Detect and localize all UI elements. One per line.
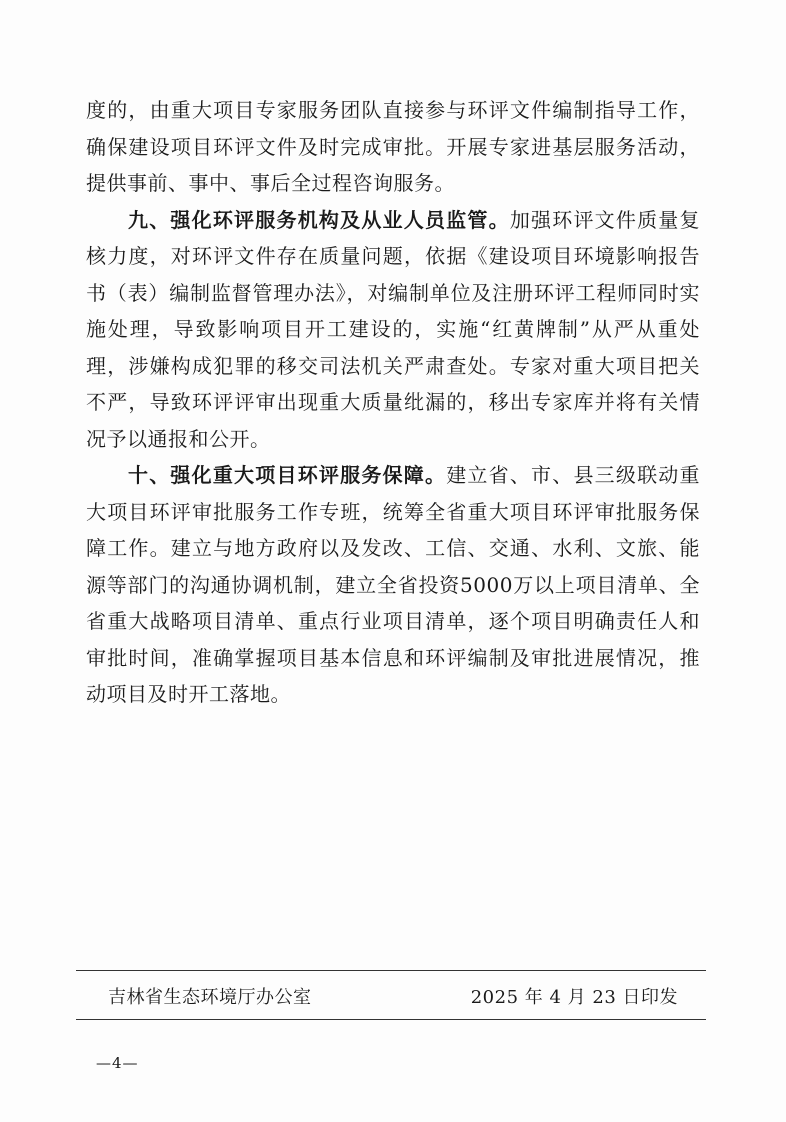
page-number: —4— <box>96 1054 139 1072</box>
footer-issuer: 吉林省生态环境厅办公室 <box>108 987 312 1008</box>
footer-top-rule <box>76 970 706 971</box>
section-heading-10: 十、强化重大项目环评服务保障。 <box>128 463 447 487</box>
paragraph-continuation <box>86 92 700 202</box>
paragraph-text: 度的，由重大项目专家服务团队直接参与环评文件编制指导工作，确保建设项目环评文件及时完成审批。开展专家进基层服务活动，提供事前、事中、事后全过程咨询服务。 <box>86 98 700 195</box>
footer-issue-date: 2025 年 4 月 23 日印发 <box>470 987 678 1008</box>
paragraph-text: 加强环评文件质量复核力度，对环评文件存在质量问题，依据《建设项目环境影响报告书（表）编制监督管理办法》，对编制单位及注册环评工程师同时实施处理，导致影响项目开工建设的，实施“红黄牌制”从严从重处理，涉嫌构成犯罪的移交司法机关严肃查处。专家对重大项目把关不严，导致环评评审出现重大质量纰漏的，移出专家库并将有关情况予以通报和公开。 <box>86 207 701 451</box>
section-heading-9: 九、强化环评服务机构及从业人员监管。 <box>128 207 510 232</box>
paragraph-section-9 <box>86 202 700 458</box>
paragraph-section-10 <box>86 457 700 713</box>
footer-bottom-rule <box>76 1019 706 1020</box>
paragraph-text: 建立省、市、县三级联动重大项目环评审批服务工作专班，统筹全省重大项目环评审批服务保障工作。建立与地方政府以及发改、工信、交通、水利、文旅、能源等部门的沟通协调机制，建立全省投资5000万以上项目清单、全省重大战略项目清单、重点行业项目清单，逐个项目明确责任人和审批时间，准确掌握项目基本信息和环评编制及审批进展情况，推动项目及时开工落地。 <box>86 463 701 706</box>
document-body <box>86 92 700 713</box>
